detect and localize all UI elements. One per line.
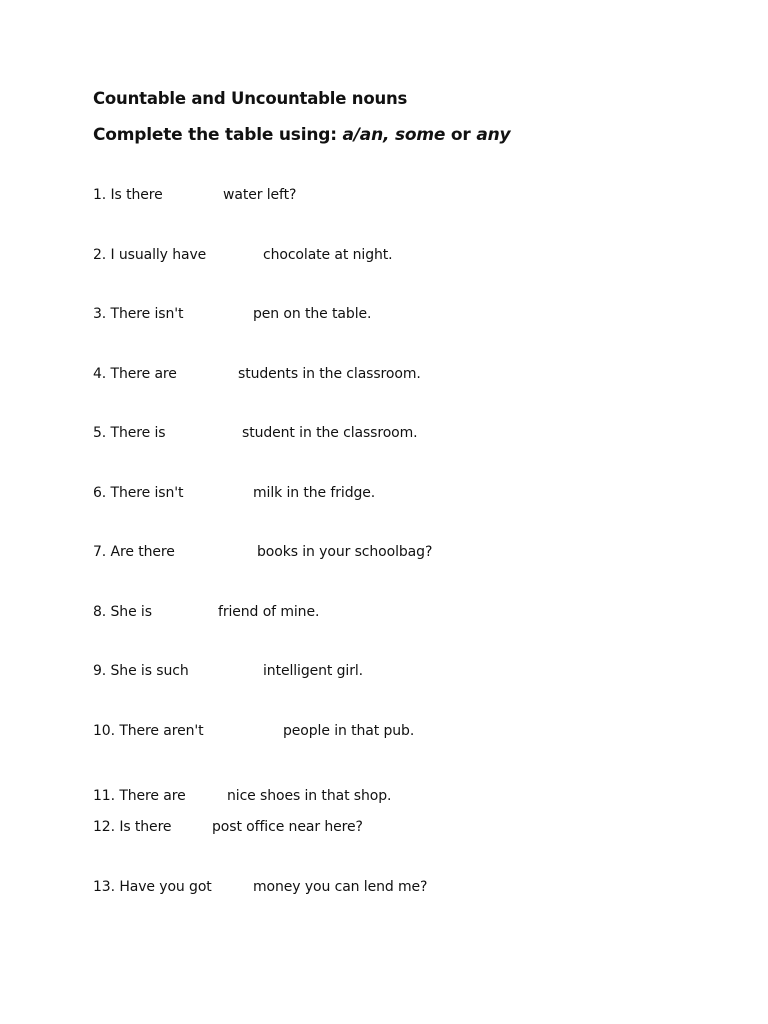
instruction-prefix: Complete the table using: [93, 125, 343, 145]
item-10-start: 10. There aren't [93, 723, 204, 739]
item-13-start: 13. Have you got [93, 879, 212, 895]
item-2-end: chocolate at night. [263, 247, 393, 263]
item-7-end: books in your schoolbag? [257, 544, 433, 560]
item-9-end: intelligent girl. [263, 663, 364, 679]
item-2-start: 2. I usually have [93, 247, 207, 263]
item-1-start: 1. Is there [93, 187, 163, 203]
item-13-end: money you can lend me? [253, 879, 428, 895]
item-1-end: water left? [223, 187, 297, 203]
item-8-start: 8. She is [93, 604, 152, 620]
item-6-end: milk in the fridge. [253, 485, 376, 501]
item-5-start: 5. There is [93, 425, 166, 441]
item-4-end: students in the classroom. [238, 366, 421, 382]
item-6-start: 6. There isn't [93, 485, 184, 501]
item-9-start: 9. She is such [93, 663, 189, 679]
instruction-option-2: any [476, 125, 511, 145]
item-3-end: pen on the table. [253, 306, 372, 322]
item-8-end: friend of mine. [218, 604, 320, 620]
instruction-connector: or [445, 125, 477, 145]
item-12-end: post office near here? [212, 819, 363, 835]
item-4-start: 4. There are [93, 366, 177, 382]
worksheet-instruction [93, 125, 510, 145]
instruction-option-1: a/an, some [342, 125, 446, 145]
worksheet-title: Countable and Uncountable nouns [93, 89, 408, 108]
item-10-end: people in that pub. [283, 723, 415, 739]
item-11-end: nice shoes in that shop. [227, 788, 392, 804]
item-12-start: 12. Is there [93, 819, 172, 835]
item-7-start: 7. Are there [93, 544, 175, 560]
item-5-end: student in the classroom. [242, 425, 418, 441]
item-11-start: 11. There are [93, 788, 186, 804]
item-3-start: 3. There isn't [93, 306, 184, 322]
